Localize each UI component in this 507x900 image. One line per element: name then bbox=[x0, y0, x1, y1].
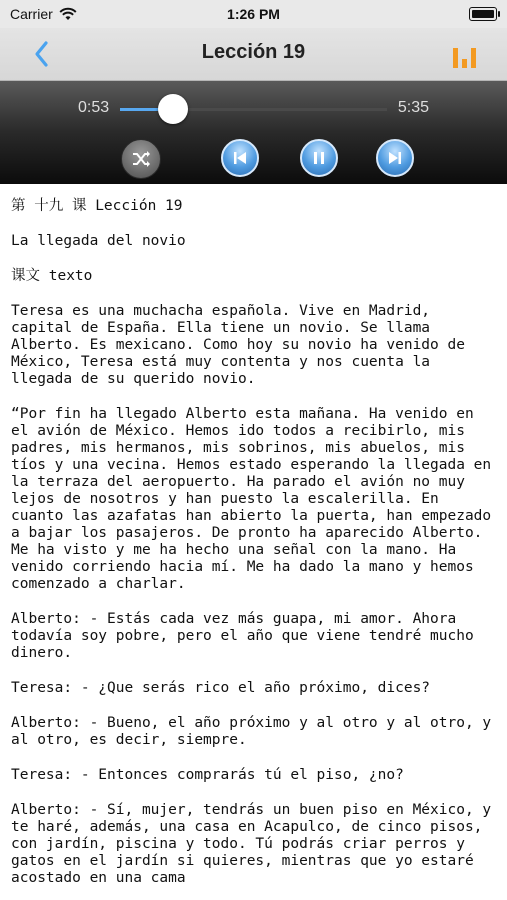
bar-icon bbox=[471, 48, 476, 68]
level-bars-button[interactable] bbox=[453, 44, 481, 68]
next-button[interactable] bbox=[376, 139, 414, 177]
progress-slider[interactable] bbox=[120, 108, 387, 111]
slider-thumb[interactable] bbox=[158, 94, 188, 124]
paragraph: Teresa: - ¿Que serás rico el año próximo, dices? bbox=[11, 680, 431, 696]
section-label: 课文 texto bbox=[11, 268, 93, 284]
lesson-heading: 第 十九 课 Lección 19 bbox=[11, 198, 183, 214]
lesson-subtitle: La llegada del novio bbox=[11, 233, 186, 249]
lesson-text bbox=[11, 184, 499, 900]
bar-icon bbox=[462, 59, 467, 68]
elapsed-time: 0:53 bbox=[78, 99, 110, 116]
total-time: 5:35 bbox=[397, 99, 429, 116]
paragraph: “Por fin ha llegado Alberto esta mañana. Ha venido en el avión de México. Hemos ido todos a recibirlo, mis padres, mis hermanos, mis sobrinos, mis abuelos, mis tíos y una vecina. Hemos estado esperando la llegada en la terraza del aeropuerto. Ha parado el avión no muy lejos de nosotros y han puesto la escalerilla. En cuanto las azafatas han abierto la puerta, han empezado a bajar los pasajeros. De pronto ha aparecido Alberto. Me ha visto y me ha hecho una señal con la mano. Ha venido corriendo hacia mí. Me ha dado la mano y hemos comenzado a charlar. bbox=[11, 406, 500, 592]
status-bar bbox=[0, 0, 507, 28]
shuffle-icon bbox=[122, 140, 160, 178]
pause-icon bbox=[302, 141, 336, 175]
paragraph: Alberto: - Bueno, el año próximo y al otro y al otro, y al otro, es decir, siempre. bbox=[11, 715, 500, 748]
paragraph: Alberto: - Estás cada vez más guapa, mi amor. Ahora todavía soy pobre, pero el año que viene tendré mucho dinero. bbox=[11, 611, 483, 661]
paragraph: Teresa es una muchacha española. Vive en Madrid, capital de España. Ella tiene un novio. Se llama Alberto. Es mexicano. Como hoy su novio ha venido de México, Teresa está muy contenta y nos cuenta la llegada de su querido novio. bbox=[11, 303, 474, 387]
shuffle-button[interactable] bbox=[121, 139, 161, 179]
page-title: Lección 19 bbox=[201, 41, 306, 63]
navigation-bar bbox=[0, 28, 507, 81]
previous-button[interactable] bbox=[221, 139, 259, 177]
battery-icon bbox=[469, 7, 497, 21]
audio-player bbox=[0, 81, 507, 184]
pause-button[interactable] bbox=[300, 139, 338, 177]
skip-previous-icon bbox=[223, 141, 257, 175]
carrier-label: Carrier bbox=[10, 6, 53, 22]
skip-next-icon bbox=[378, 141, 412, 175]
bar-icon bbox=[453, 48, 458, 68]
status-time: 1:26 PM bbox=[227, 6, 280, 22]
paragraph: Teresa: - Entonces comprarás tú el piso, ¿no? bbox=[11, 767, 404, 783]
paragraph: Alberto: - Sí, mujer, tendrás un buen piso en México, y te haré, además, una casa en Acapulco, de cinco pisos, con jardín, piscina y todo. Tú podrás criar perros y gatos en el jardín si quieres, mientras que yo estaré acostado en una cama bbox=[11, 802, 500, 886]
